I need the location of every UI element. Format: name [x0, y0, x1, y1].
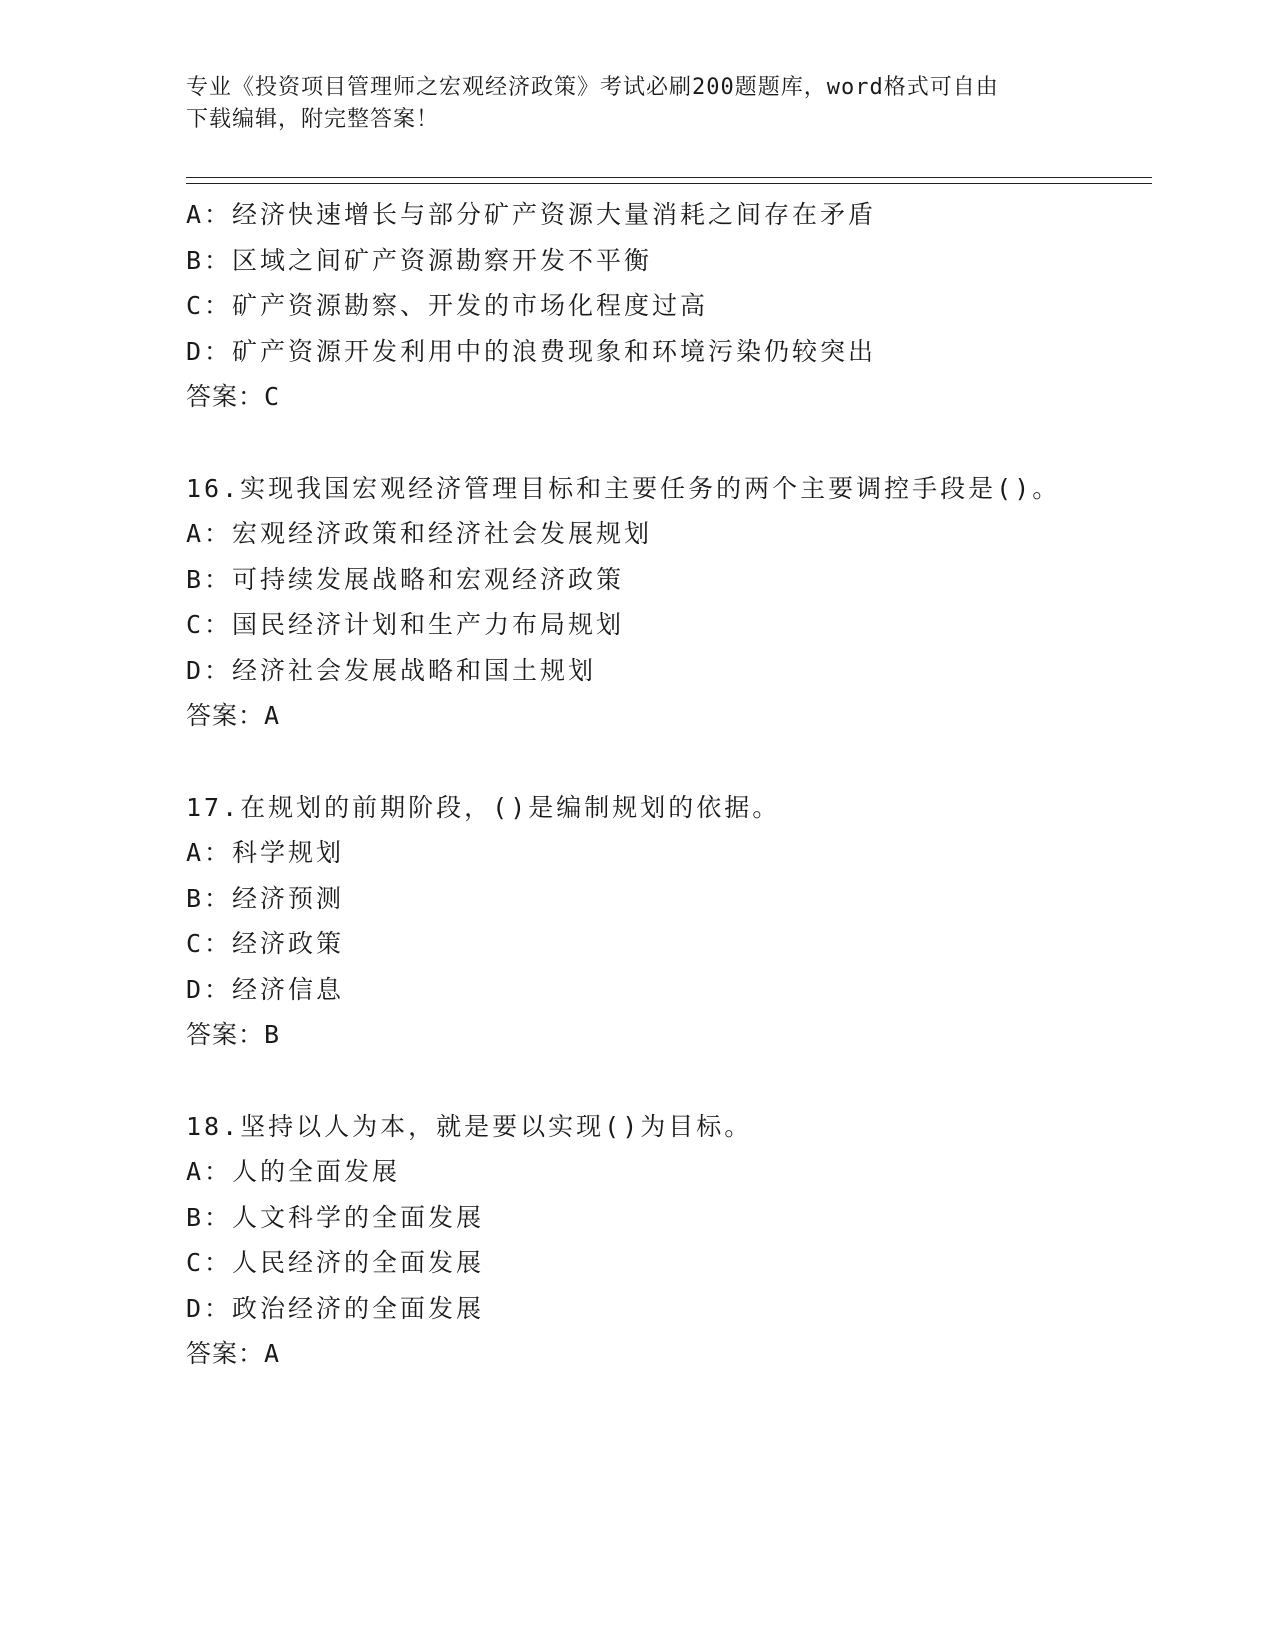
- option-c: C：人民经济的全面发展: [186, 1248, 485, 1277]
- option-a: A：经济快速增长与部分矿产资源大量消耗之间存在矛盾: [186, 200, 877, 229]
- question-block-17: [186, 785, 1146, 1058]
- answer-line: 答案：A: [186, 1339, 281, 1368]
- document-header: [186, 72, 1076, 136]
- question-block-16: [186, 466, 1146, 739]
- option-b: B：人文科学的全面发展: [186, 1202, 485, 1232]
- option-d: D：经济信息: [186, 974, 345, 1004]
- option-d: D：矿产资源开发利用中的浪费现象和环境污染仍较突出: [186, 336, 877, 366]
- header-divider-top: [186, 177, 1152, 178]
- option-a: A：人的全面发展: [186, 1157, 401, 1186]
- question-block-18: [186, 1104, 1146, 1377]
- question-spacer: [186, 739, 1146, 785]
- option-d: D：政治经济的全面发展: [186, 1293, 485, 1323]
- option-b: B：可持续发展战略和宏观经济政策: [186, 564, 625, 594]
- option-c: C：国民经济计划和生产力布局规划: [186, 610, 625, 639]
- option-a: A：宏观经济政策和经济社会发展规划: [186, 519, 653, 548]
- header-line-2: 下载编辑，附完整答案！: [186, 107, 440, 132]
- question-stem: 17.在规划的前期阶段，()是编制规划的依据。: [186, 792, 781, 822]
- option-d: D：经济社会发展战略和国土规划: [186, 655, 597, 685]
- question-stem: 16.实现我国宏观经济管理目标和主要任务的两个主要调控手段是()。: [186, 473, 1061, 503]
- question-spacer: [186, 1058, 1146, 1104]
- answer-line: 答案：A: [186, 701, 281, 730]
- answer-line: 答案：B: [186, 1020, 281, 1049]
- option-c: C：经济政策: [186, 929, 345, 958]
- option-b: B：区域之间矿产资源勘察开发不平衡: [186, 245, 653, 275]
- question-spacer: [186, 420, 1146, 466]
- option-a: A：科学规划: [186, 838, 345, 867]
- header-line-1: 专业《投资项目管理师之宏观经济政策》考试必刷200题题库，word格式可自由: [186, 75, 999, 100]
- question-stem: 18.坚持以人为本，就是要以实现()为目标。: [186, 1111, 753, 1141]
- answer-line: 答案：C: [186, 382, 281, 411]
- option-b: B：经济预测: [186, 883, 345, 913]
- question-block-15: [186, 192, 1146, 420]
- header-divider-bottom: [186, 183, 1152, 184]
- option-c: C：矿产资源勘察、开发的市场化程度过高: [186, 291, 709, 320]
- question-list: [186, 192, 1146, 1377]
